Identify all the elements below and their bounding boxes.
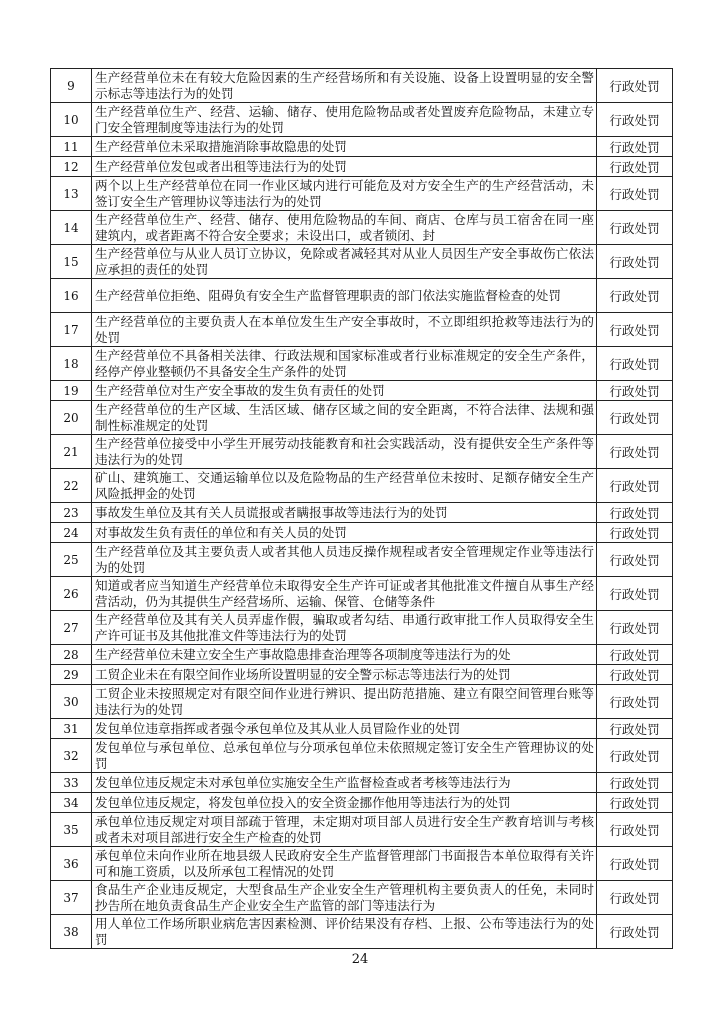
row-description-cell <box>92 543 597 577</box>
row-description: 对事故发生负有责任的单位和有关人员的处罚 <box>95 524 347 540</box>
row-description-cell <box>92 847 597 881</box>
table-row <box>51 435 673 469</box>
table-row <box>51 523 673 543</box>
row-description-cell <box>92 665 597 685</box>
row-number: 11 <box>51 137 92 157</box>
row-number: 22 <box>51 469 92 503</box>
row-penalty-type: 行政处罚 <box>597 103 673 137</box>
row-description: 生产经营单位未采取措施消除事故隐患的处罚 <box>95 138 347 154</box>
row-description: 矿山、建筑施工、交通运输单位以及危险物品的生产经营单位未按时、足额存储安全生产风险抵押金的处罚 <box>95 469 594 501</box>
table-body <box>51 69 673 949</box>
table-row <box>51 881 673 915</box>
row-description: 承包单位违反规定对项目部疏于管理，未定期对项目部人员进行安全生产教育培训与考核或者未对项目部进行安全生产检查的处罚 <box>95 813 594 845</box>
row-description: 生产经营单位未建立安全生产事故隐患排查治理等各项制度等违法行为的处 <box>95 646 511 662</box>
table-row <box>51 665 673 685</box>
row-description-cell <box>92 157 597 177</box>
row-description: 食品生产企业违反规定，大型食品生产企业安全生产管理机构主要负责人的任免，未同时抄告所在地负责食品生产企业安全生产监管的部门等违法行为 <box>95 881 594 913</box>
row-description: 生产经营单位生产、经营、储存、使用危险物品的车间、商店、仓库与员工宿舍在同一座建筑内，或者距离不符合安全要求；未设出口，或者锁闭、封 <box>95 211 594 243</box>
row-number: 9 <box>51 69 92 103</box>
row-penalty-type: 行政处罚 <box>597 313 673 347</box>
row-penalty-type: 行政处罚 <box>597 719 673 739</box>
page-number: 24 <box>351 952 369 967</box>
row-description: 生产经营单位不具备相关法律、行政法规和国家标准或者行业标准规定的安全生产条件，经停产停业整顿仍不具备安全生产条件的处罚 <box>95 347 594 379</box>
table-row <box>51 69 673 103</box>
row-number: 16 <box>51 279 92 313</box>
row-description: 生产经营单位拒绝、阻碍负有安全生产监督管理职责的部门依法实施监督检查的处罚 <box>95 287 561 303</box>
row-description: 承包单位未向作业所在地县级人民政府安全生产监督管理部门书面报告本单位取得有关许可和施工资质，以及所承包工程情况的处罚 <box>95 847 594 879</box>
row-penalty-type: 行政处罚 <box>597 881 673 915</box>
row-number: 10 <box>51 103 92 137</box>
row-penalty-type: 行政处罚 <box>597 773 673 793</box>
table-row <box>51 177 673 211</box>
table-row <box>51 157 673 177</box>
row-number: 12 <box>51 157 92 177</box>
row-number: 23 <box>51 503 92 523</box>
table-row <box>51 347 673 381</box>
row-penalty-type: 行政处罚 <box>597 69 673 103</box>
row-number: 25 <box>51 543 92 577</box>
row-description-cell <box>92 435 597 469</box>
row-description-cell <box>92 381 597 401</box>
row-description-cell <box>92 645 597 665</box>
row-number: 15 <box>51 245 92 279</box>
row-description-cell <box>92 813 597 847</box>
row-penalty-type: 行政处罚 <box>597 347 673 381</box>
table-row <box>51 739 673 773</box>
row-description: 生产经营单位未在有较大危险因素的生产经营场所和有关设施、设备上设置明显的安全警示标志等违法行为的处罚 <box>95 69 594 101</box>
row-description-cell <box>92 211 597 245</box>
row-description: 用人单位工作场所职业病危害因素检测、评价结果没有存档、上报、公布等违法行为的处罚 <box>95 915 594 947</box>
row-penalty-type: 行政处罚 <box>597 177 673 211</box>
row-description: 知道或者应当知道生产经营单位未取得安全生产许可证或者其他批准文件擅自从事生产经营活动，仍为其提供生产经营场所、运输、保管、仓储等条件 <box>95 577 594 609</box>
table-row <box>51 401 673 435</box>
row-penalty-type: 行政处罚 <box>597 211 673 245</box>
table-row <box>51 645 673 665</box>
row-description: 生产经营单位生产、经营、运输、储存、使用危险物品或者处置废弃危险物品，未建立专门安全管理制度等违法行为的处罚 <box>95 103 594 135</box>
row-number: 38 <box>51 915 92 949</box>
row-description: 发包单位违反规定，将发包单位投入的安全资金挪作他用等违法行为的处罚 <box>95 794 511 810</box>
row-penalty-type: 行政处罚 <box>597 469 673 503</box>
row-penalty-type: 行政处罚 <box>597 577 673 611</box>
table-row <box>51 137 673 157</box>
table-row <box>51 813 673 847</box>
row-description-cell <box>92 739 597 773</box>
table-row <box>51 469 673 503</box>
row-description: 发包单位违章指挥或者强令承包单位及其从业人员冒险作业的处罚 <box>95 720 461 736</box>
row-description: 发包单位与承包单位、总承包单位与分项承包单位未依照规定签订安全生产管理协议的处罚 <box>95 739 594 771</box>
row-description-cell <box>92 719 597 739</box>
table-row <box>51 313 673 347</box>
row-description-cell <box>92 503 597 523</box>
row-penalty-type: 行政处罚 <box>597 435 673 469</box>
row-description: 工贸企业未按照规定对有限空间作业进行辨识、提出防范措施、建立有限空间管理台账等违法行为的处罚 <box>95 685 594 717</box>
row-number: 33 <box>51 773 92 793</box>
row-description-cell <box>92 523 597 543</box>
row-description-cell <box>92 347 597 381</box>
row-number: 30 <box>51 685 92 719</box>
row-description: 生产经营单位的主要负责人在本单位发生生产安全事故时，不立即组织抢救等违法行为的处罚 <box>95 313 594 345</box>
row-description-cell <box>92 793 597 813</box>
table-row <box>51 719 673 739</box>
table-row <box>51 773 673 793</box>
row-penalty-type: 行政处罚 <box>597 915 673 949</box>
row-number: 18 <box>51 347 92 381</box>
row-description: 生产经营单位发包或者出租等违法行为的处罚 <box>95 158 347 174</box>
row-number: 36 <box>51 847 92 881</box>
row-description-cell <box>92 245 597 279</box>
row-number: 14 <box>51 211 92 245</box>
row-number: 35 <box>51 813 92 847</box>
row-number: 34 <box>51 793 92 813</box>
table-row <box>51 279 673 313</box>
row-penalty-type: 行政处罚 <box>597 543 673 577</box>
table-row <box>51 381 673 401</box>
row-description: 工贸企业未在有限空间作业场所设置明显的安全警示标志等违法行为的处罚 <box>95 666 511 682</box>
row-description: 生产经营单位接受中小学生开展劳动技能教育和社会实践活动，没有提供安全生产条件等违法行为的处罚 <box>95 435 594 467</box>
row-number: 17 <box>51 313 92 347</box>
row-number: 28 <box>51 645 92 665</box>
row-description-cell <box>92 881 597 915</box>
table-row <box>51 915 673 949</box>
row-number: 24 <box>51 523 92 543</box>
row-penalty-type: 行政处罚 <box>597 523 673 543</box>
table-row <box>51 245 673 279</box>
row-number: 13 <box>51 177 92 211</box>
row-description-cell <box>92 401 597 435</box>
row-number: 19 <box>51 381 92 401</box>
row-number: 32 <box>51 739 92 773</box>
row-description: 生产经营单位的生产区域、生活区域、储存区域之间的安全距离，不符合法律、法规和强制性标准规定的处罚 <box>95 401 594 433</box>
table-row <box>51 847 673 881</box>
row-number: 21 <box>51 435 92 469</box>
table-row <box>51 211 673 245</box>
table-row <box>51 611 673 645</box>
row-number: 31 <box>51 719 92 739</box>
table-row <box>51 103 673 137</box>
row-description: 生产经营单位及其有关人员弄虚作假，骗取或者勾结、串通行政审批工作人员取得安全生产许可证书及其他批准文件等违法行为的处罚 <box>95 611 594 643</box>
table-row <box>51 503 673 523</box>
row-number: 20 <box>51 401 92 435</box>
row-description: 生产经营单位与从业人员订立协议，免除或者减轻其对从业人员因生产安全事故伤亡依法应承担的责任的处罚 <box>95 245 594 277</box>
row-penalty-type: 行政处罚 <box>597 739 673 773</box>
table-row <box>51 685 673 719</box>
row-description-cell <box>92 611 597 645</box>
row-penalty-type: 行政处罚 <box>597 381 673 401</box>
row-description: 发包单位违反规定未对承包单位实施安全生产监督检查或者考核等违法行为 <box>95 774 511 790</box>
row-penalty-type: 行政处罚 <box>597 685 673 719</box>
row-number: 29 <box>51 665 92 685</box>
row-penalty-type: 行政处罚 <box>597 813 673 847</box>
table-row <box>51 577 673 611</box>
row-penalty-type: 行政处罚 <box>597 793 673 813</box>
row-description-cell <box>92 915 597 949</box>
penalty-items-table <box>50 68 673 949</box>
row-penalty-type: 行政处罚 <box>597 245 673 279</box>
row-penalty-type: 行政处罚 <box>597 645 673 665</box>
row-number: 37 <box>51 881 92 915</box>
row-description-cell <box>92 69 597 103</box>
row-number: 27 <box>51 611 92 645</box>
row-penalty-type: 行政处罚 <box>597 137 673 157</box>
row-penalty-type: 行政处罚 <box>597 611 673 645</box>
table-row <box>51 793 673 813</box>
row-number: 26 <box>51 577 92 611</box>
row-description: 生产经营单位对生产安全事故的发生负有责任的处罚 <box>95 382 385 398</box>
row-penalty-type: 行政处罚 <box>597 279 673 313</box>
row-penalty-type: 行政处罚 <box>597 157 673 177</box>
table-row <box>51 543 673 577</box>
row-description-cell <box>92 469 597 503</box>
row-description-cell <box>92 773 597 793</box>
row-description: 两个以上生产经营单位在同一作业区域内进行可能危及对方安全生产的生产经营活动，未签订安全生产管理协议等违法行为的处罚 <box>95 177 594 209</box>
row-description-cell <box>92 103 597 137</box>
row-description-cell <box>92 313 597 347</box>
row-penalty-type: 行政处罚 <box>597 847 673 881</box>
row-description-cell <box>92 279 597 313</box>
row-description-cell <box>92 685 597 719</box>
row-penalty-type: 行政处罚 <box>597 665 673 685</box>
row-penalty-type: 行政处罚 <box>597 503 673 523</box>
row-description: 生产经营单位及其主要负责人或者其他人员违反操作规程或者安全管理规定作业等违法行为的处罚 <box>95 543 594 575</box>
row-description: 事故发生单位及其有关人员谎报或者瞒报事故等违法行为的处罚 <box>95 504 448 520</box>
row-description-cell <box>92 137 597 157</box>
row-description-cell <box>92 177 597 211</box>
row-description-cell <box>92 577 597 611</box>
row-penalty-type: 行政处罚 <box>597 401 673 435</box>
